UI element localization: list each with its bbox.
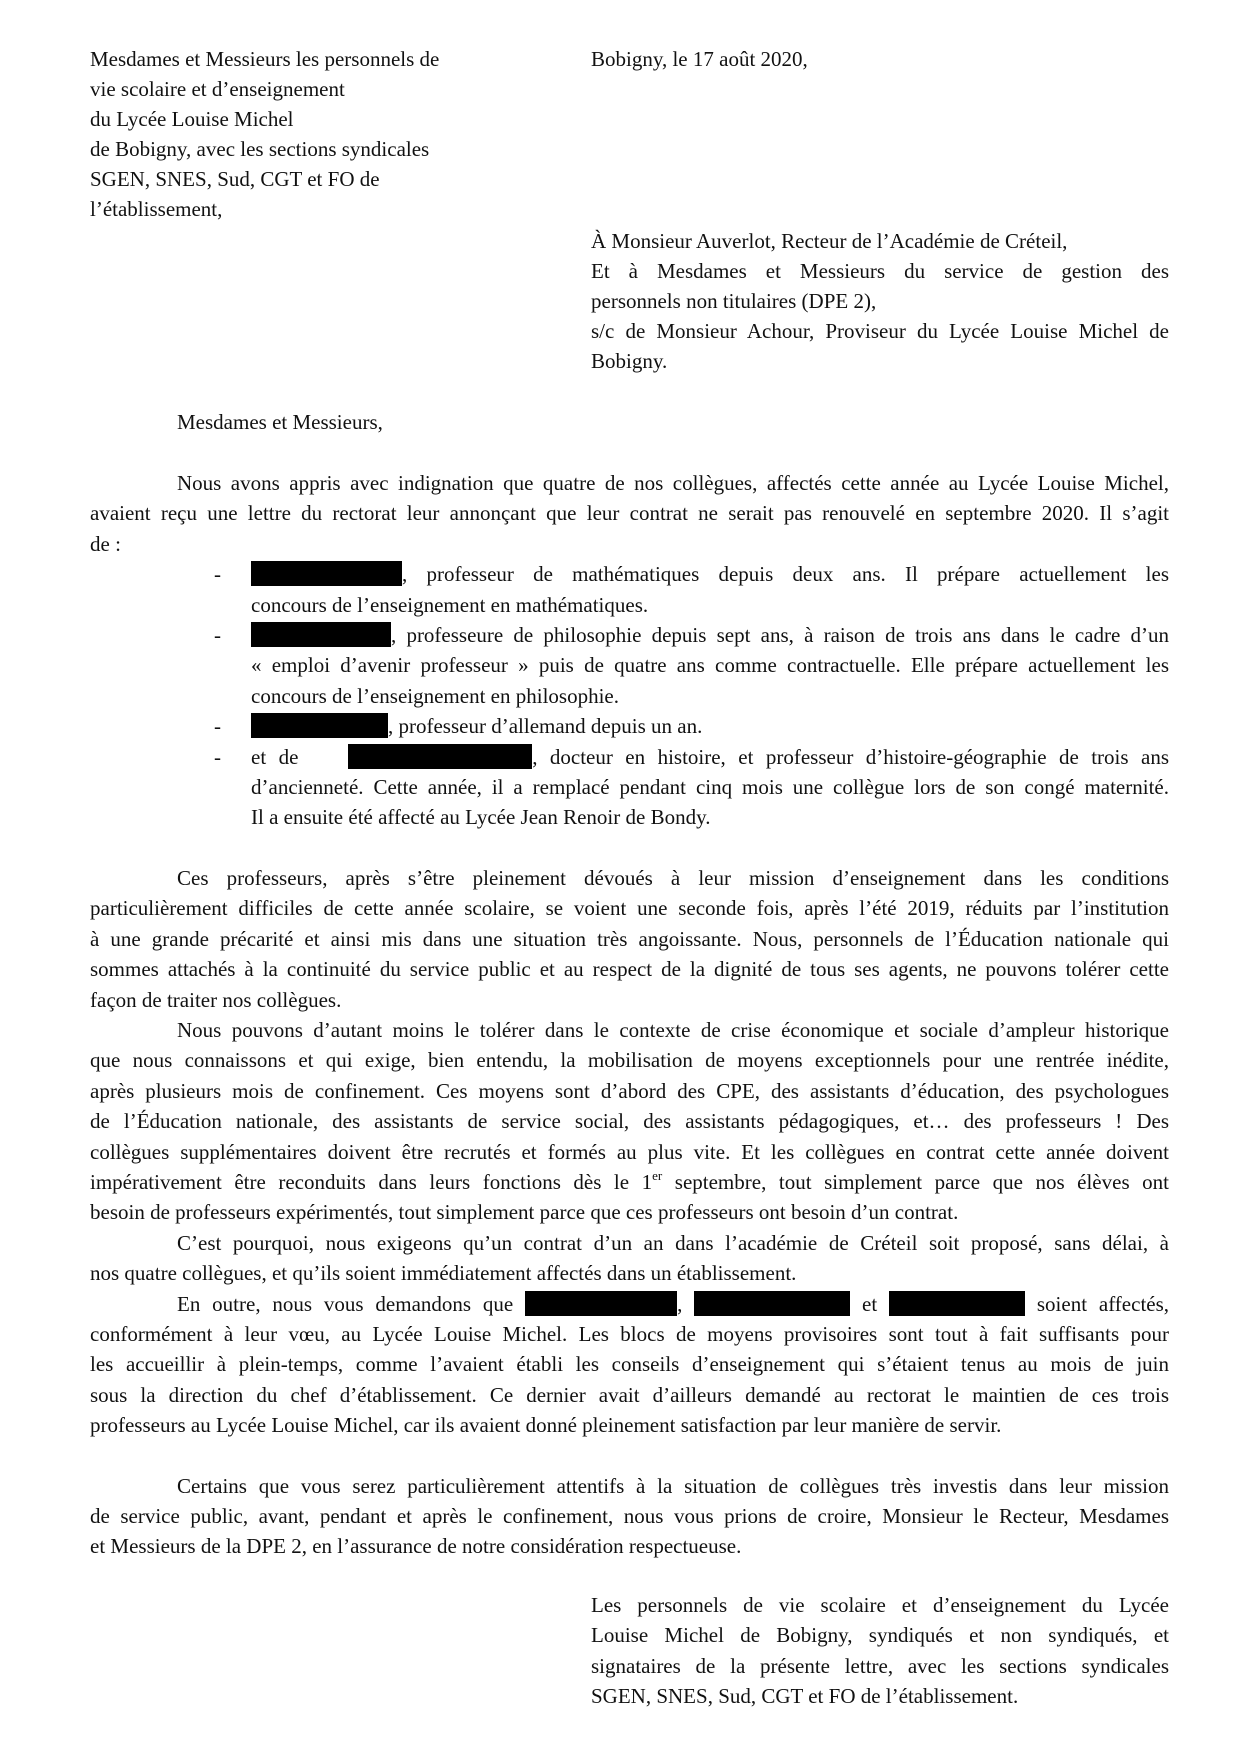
text-fragment: septembre, tout simplement parce que nos élèves ont bbox=[662, 1169, 1169, 1194]
text-fragment: soient affectés, bbox=[1036, 1291, 1170, 1316]
text-line: Nous pouvons d’autant moins le tolérer dans le contexte de crise économique et sociale d’ampleur historique bbox=[177, 1017, 1169, 1042]
paragraph-intro bbox=[90, 468, 1169, 559]
text-fragment: En outre, nous vous demandons que bbox=[177, 1291, 514, 1316]
text-line: à une grande précarité et ainsi mis dans une situation très angoissante. Nous, personnels de l’Éducation nationale qui bbox=[90, 926, 1169, 951]
text-line: concours de l’enseignement en mathématiques. bbox=[251, 592, 649, 617]
paragraph-demand bbox=[90, 1228, 1169, 1289]
list-item bbox=[90, 711, 1169, 741]
list-text: , professeur de mathématiques depuis deux ans. Il prépare actuellement les bbox=[402, 562, 1169, 587]
text-line: Il a ensuite été affecté au Lycée Jean Renoir de Bondy. bbox=[251, 805, 711, 830]
sender-line: SGEN, SNES, Sud, CGT et FO de bbox=[90, 167, 380, 191]
redaction-bar bbox=[251, 713, 388, 738]
text-fragment: et bbox=[862, 1291, 878, 1316]
recipient-line: Et à Mesdames et Messieurs du service de gestion des bbox=[591, 259, 1169, 283]
list-text: , professeure de philosophie depuis sept ans, à raison de trois ans dans le cadre d’un bbox=[391, 623, 1169, 648]
paragraph-context bbox=[90, 1015, 1169, 1228]
text-line: besoin de professeurs expérimentés, tout simplement parce que ces professeurs ont besoin d’un contrat. bbox=[90, 1200, 959, 1225]
list-item bbox=[90, 620, 1169, 711]
text-line bbox=[90, 1289, 1169, 1319]
list-dash: - bbox=[214, 744, 221, 769]
list-item bbox=[90, 742, 1169, 833]
redaction-bar bbox=[348, 744, 532, 769]
list-text: et de bbox=[251, 744, 299, 769]
text-line: sous la direction du chef d’établissement. Ce dernier avait d’ailleurs demandé au rectorat le maintien de ces trois bbox=[90, 1382, 1169, 1407]
list-item bbox=[90, 559, 1169, 620]
text-line: façon de traiter nos collègues. bbox=[90, 987, 342, 1012]
text-line bbox=[251, 559, 1169, 589]
sender-line: vie scolaire et d’enseignement bbox=[90, 77, 345, 101]
superscript: er bbox=[652, 1167, 663, 1183]
text-line bbox=[251, 711, 1169, 741]
list-dash: - bbox=[214, 623, 221, 648]
list-dash: - bbox=[214, 562, 221, 587]
text-line bbox=[251, 620, 1169, 650]
text-line bbox=[90, 1167, 1169, 1197]
text-line: sommes attachés à la continuité du service public et au respect de la dignité de tous ses agents, ne pouvons tolérer cette bbox=[90, 957, 1169, 982]
sender-line: de Bobigny, avec les sections syndicales bbox=[90, 137, 430, 161]
text-line: les accueillir à plein-temps, comme l’avaient établi les conseils d’enseignement qui s’étaient tenus au mois de juin bbox=[90, 1352, 1169, 1377]
recipient-line: personnels non titulaires (DPE 2), bbox=[591, 289, 877, 313]
date-line: Bobigny, le 17 août 2020, bbox=[591, 47, 808, 71]
text-line: Louise Michel de Bobigny, syndiqués et non syndiqués, et bbox=[591, 1623, 1169, 1648]
list-text: , docteur en histoire, et professeur d’histoire-géographie de trois ans bbox=[532, 744, 1169, 769]
paragraph-situation bbox=[90, 863, 1169, 1015]
text-line: C’est pourquoi, nous exigeons qu’un contrat d’un an dans l’académie de Créteil soit proposé, sans délai, à bbox=[177, 1230, 1169, 1255]
text-line: particulièrement difficiles de cette année scolaire, se voient une seconde fois, après l’été 2019, réduits par l’institution bbox=[90, 896, 1169, 921]
recipient-line: s/c de Monsieur Achour, Proviseur du Lycée Louise Michel de bbox=[591, 319, 1169, 343]
text-line: signataires de la présente lettre, avec les sections syndicales bbox=[591, 1653, 1169, 1678]
sender-address bbox=[90, 44, 510, 224]
recipient-address bbox=[591, 226, 1169, 376]
text-line: Certains que vous serez particulièrement attentifs à la situation de collègues très investis dans leur mission bbox=[177, 1473, 1169, 1498]
letter-body bbox=[90, 468, 1169, 1562]
sender-line: l’établissement, bbox=[90, 197, 223, 221]
text-line: de : bbox=[90, 531, 121, 556]
text-line: Ces professeurs, après s’être pleinement dévoués à leur mission d’enseignement dans les conditions bbox=[177, 865, 1169, 890]
paragraph-conclusion bbox=[90, 1471, 1169, 1562]
text-line: de l’Éducation nationale, des assistants de service social, des assistants pédagogiques, et… des professeurs ! Des bbox=[90, 1109, 1169, 1134]
text-line: que nous connaissons et qui exige, bien entendu, la mobilisation de moyens exceptionnels pour une rentrée inédite, bbox=[90, 1048, 1169, 1073]
paragraph-assignment bbox=[90, 1289, 1169, 1441]
text-line: après plusieurs mois de confinement. Ces moyens sont d’abord des CPE, des assistants d’éducation, des psychologues bbox=[90, 1078, 1169, 1103]
text-line: collègues supplémentaires doivent être recrutés et formés au plus vite. Et les collègues en contrat cette année doivent bbox=[90, 1139, 1169, 1164]
text-line: conformément à leur vœu, au Lycée Louise Michel. Les blocs de moyens provisoires sont tout à fait suffisants pour bbox=[90, 1321, 1169, 1346]
recipient-line: À Monsieur Auverlot, Recteur de l’Académie de Créteil, bbox=[591, 229, 1068, 253]
text-line: SGEN, SNES, Sud, CGT et FO de l’établissement. bbox=[591, 1684, 1019, 1709]
sender-line: du Lycée Louise Michel bbox=[90, 107, 294, 131]
text-line: et Messieurs de la DPE 2, en l’assurance de notre considération respectueuse. bbox=[90, 1534, 742, 1559]
text-line: Nous avons appris avec indignation que quatre de nos collègues, affectés cette année au Lycée Louise Michel, bbox=[177, 471, 1169, 495]
redaction-bar bbox=[251, 622, 391, 647]
text-fragment: impérativement être reconduits dans leurs fonctions dès le 1 bbox=[90, 1169, 653, 1194]
signature-block bbox=[591, 1590, 1169, 1712]
list-dash: - bbox=[214, 714, 221, 739]
sender-line: Mesdames et Messieurs les personnels de bbox=[90, 47, 440, 71]
text-line: nos quatre collègues, et qu’ils soient immédiatement affectés dans un établissement. bbox=[90, 1261, 797, 1286]
text-line bbox=[251, 742, 1169, 772]
text-line: d’ancienneté. Cette année, il a remplacé pendant cinq mois une collègue lors de son congé maternité. bbox=[251, 775, 1169, 800]
text-line: de service public, avant, pendant et après le confinement, nous vous prions de croire, Monsieur le Recteur, Mesdames bbox=[90, 1504, 1169, 1528]
redaction-bar bbox=[694, 1291, 850, 1316]
text-line: Les personnels de vie scolaire et d’enseignement du Lycée bbox=[591, 1593, 1169, 1617]
colleague-list bbox=[90, 559, 1169, 833]
salutation: Mesdames et Messieurs, bbox=[177, 410, 383, 434]
redaction-bar bbox=[251, 561, 402, 586]
text-line: « emploi d’avenir professeur » puis de quatre ans comme contractuelle. Elle prépare actuellement les bbox=[251, 653, 1169, 678]
text-line: concours de l’enseignement en philosophie. bbox=[251, 683, 619, 708]
redaction-bar bbox=[525, 1291, 677, 1316]
text-fragment: , bbox=[677, 1291, 683, 1316]
recipient-line: Bobigny. bbox=[591, 349, 668, 373]
redaction-bar bbox=[889, 1291, 1025, 1316]
text-line: professeurs au Lycée Louise Michel, car ils avaient donné pleinement satisfaction par leur manière de servir. bbox=[90, 1413, 1002, 1438]
text-line: avaient reçu une lettre du rectorat leur annonçant que leur contrat ne serait pas renouvelé en septembre 2020. Il s’agit bbox=[90, 501, 1169, 526]
list-text: , professeur d’allemand depuis un an. bbox=[388, 714, 703, 739]
